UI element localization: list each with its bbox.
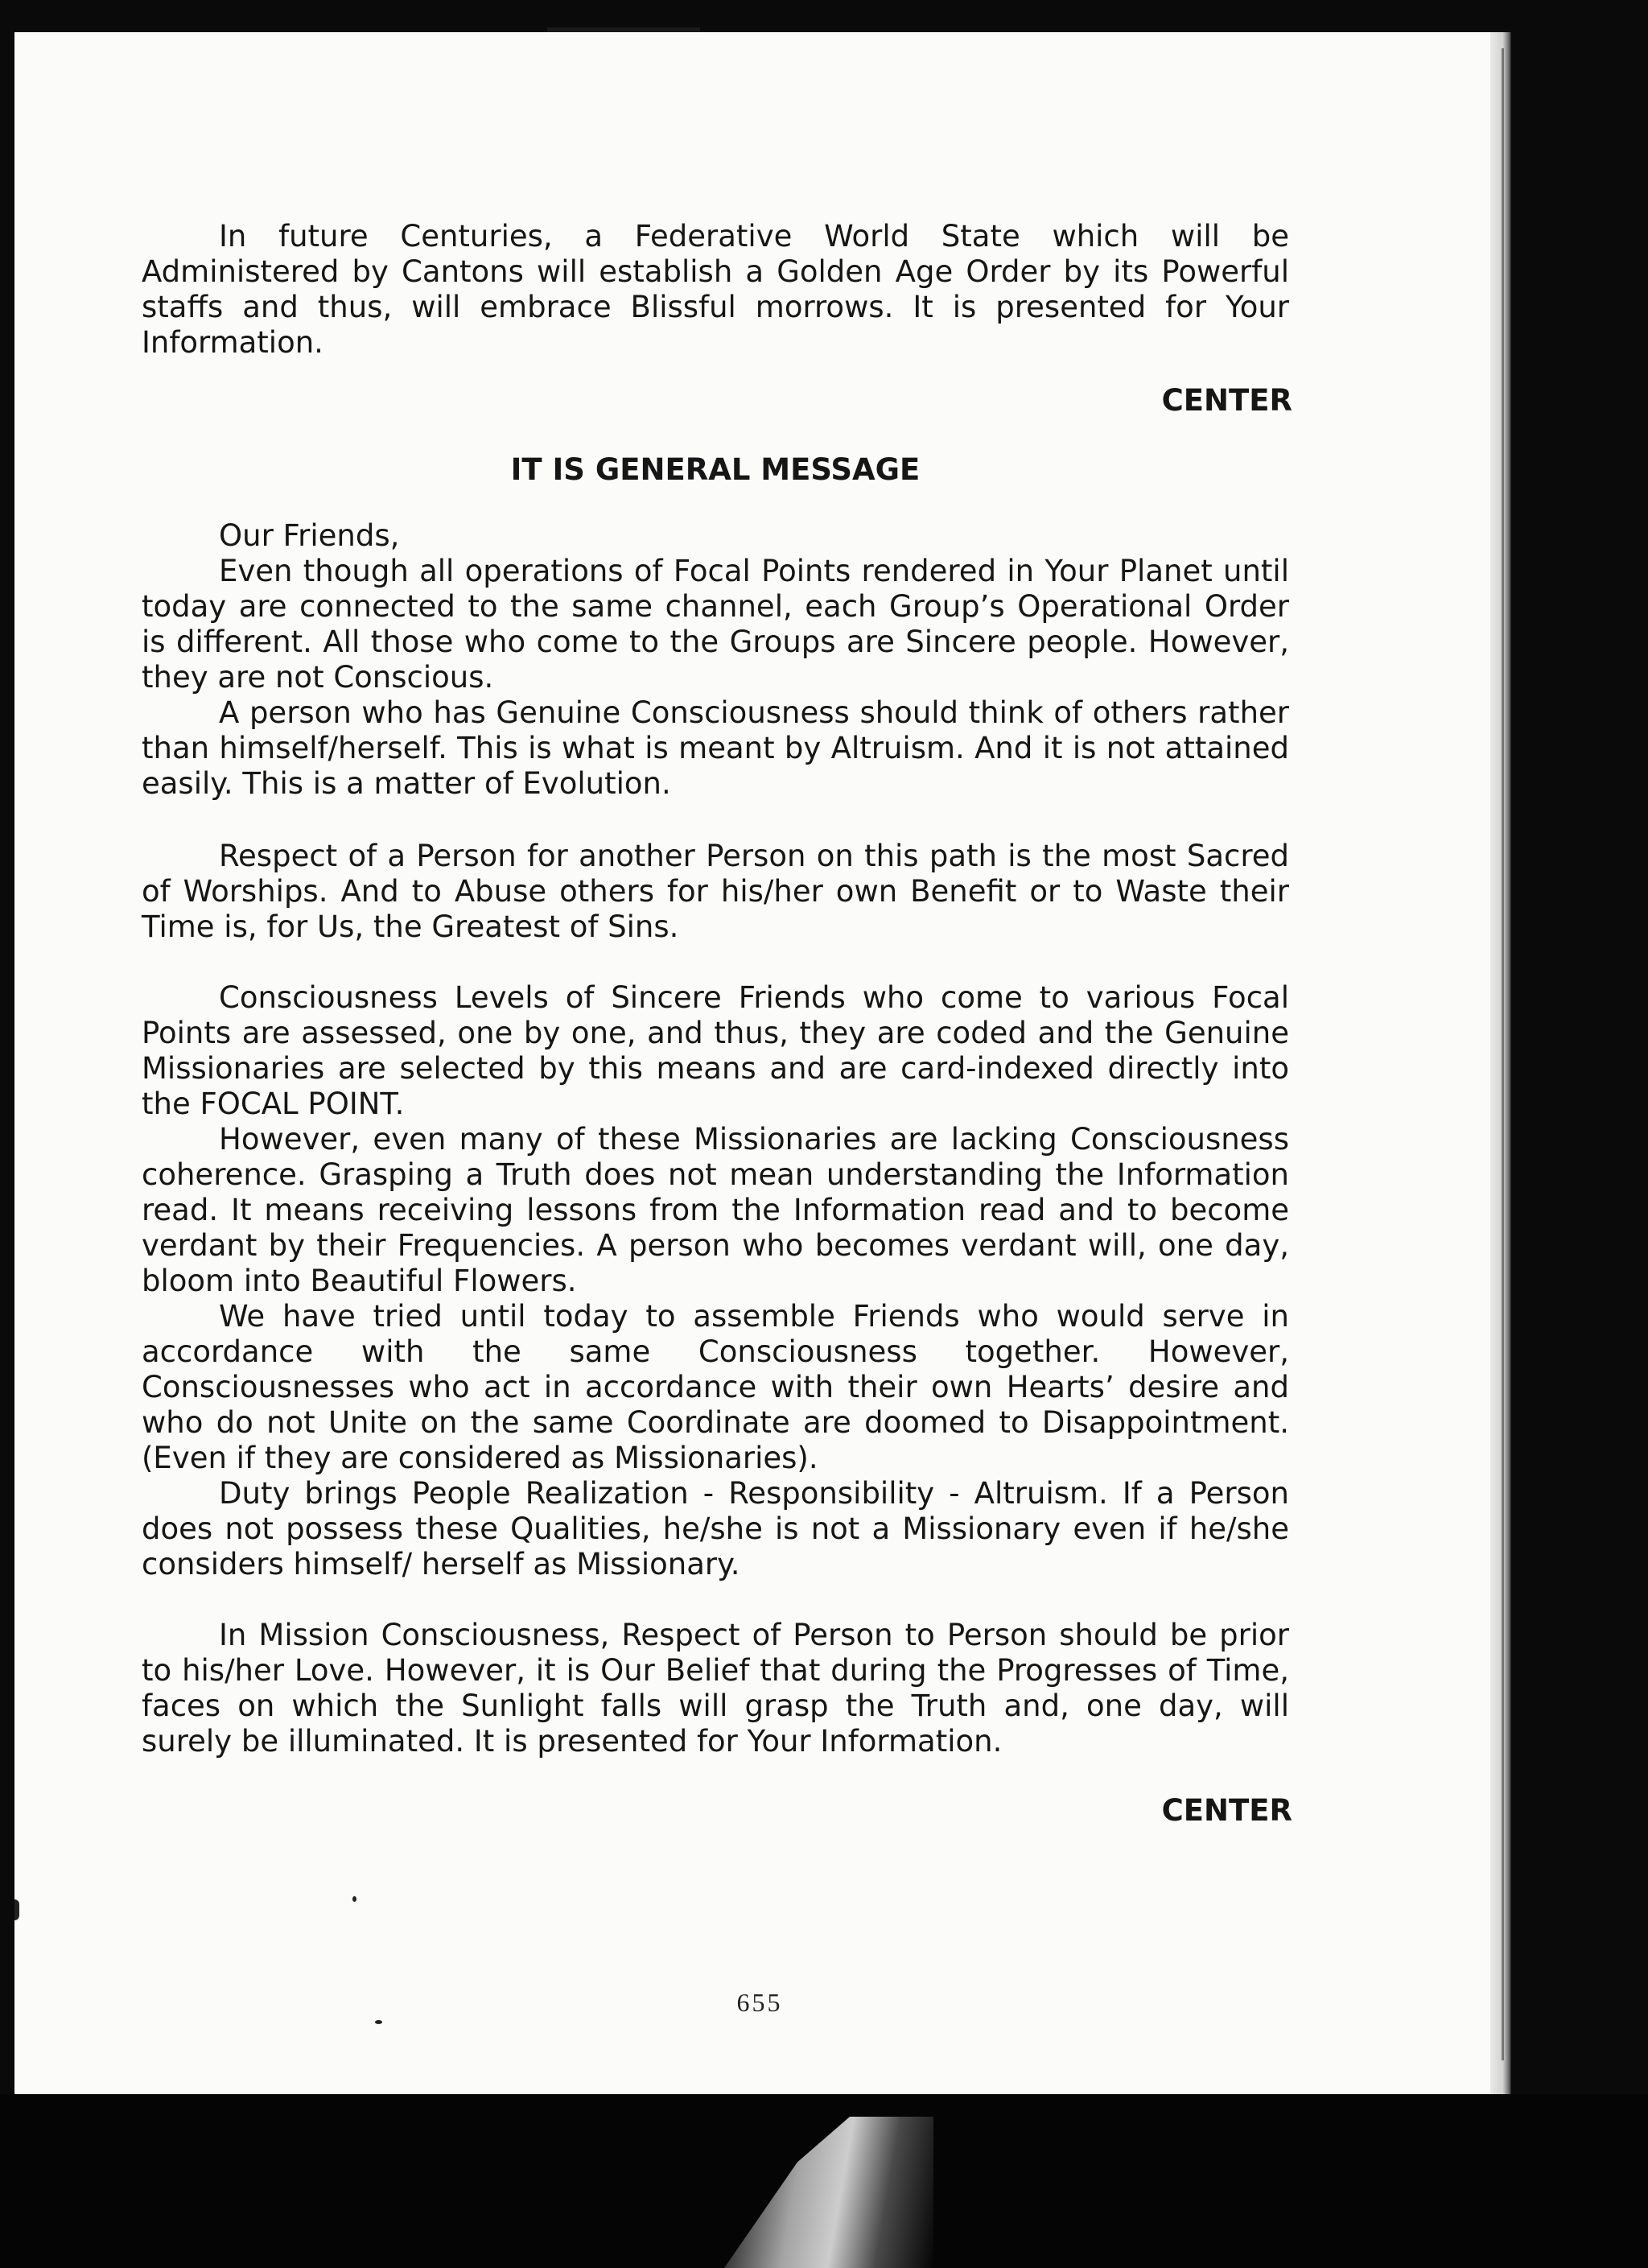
page-edge-shadow <box>1490 32 1511 2094</box>
body-paragraph-4: Consciousness Levels of Sincere Friends who come to various Focal Points are assessed, one by one, and thus, they are coded and the Genuine Missionaries are selected by this means and are card-indexed directly into the FOCAL POINT. <box>142 980 1289 1121</box>
body-paragraph-5: However, even many of these Missionaries are lacking Consciousness coherence. Grasping a Truth does not mean understanding the Information read. It means receiving lessons from the Information read and to become verdant by their Frequencies. A person who becomes verdant will, one day, bloom into Beautiful Flowers. <box>142 1122 1289 1298</box>
document-page <box>14 32 1505 2094</box>
body-paragraph-6: We have tried until today to assemble Friends who would serve in accordance with the same Consciousness together. However, Consciousnesses who act in accordance with their own Hearts’ desire and who do not Unite on the same Coordinate are doomed to Disappointment. (Even if they are considered as Missionaries). <box>142 1299 1289 1475</box>
page-number: 655 <box>736 1988 783 2017</box>
signature-center-1: CENTER <box>1161 383 1292 418</box>
scan-speck <box>375 2020 382 2024</box>
page-edge-line <box>1502 48 1504 2060</box>
body-paragraph-7: Duty brings People Realization - Responsibility - Altruism. If a Person does not possess these Qualities, he/she is not a Missionary even if he/she considers himself/ herself as Missionary. <box>142 1476 1289 1581</box>
message-heading: IT IS GENERAL MESSAGE <box>510 452 921 487</box>
body-paragraph-2: A person who has Genuine Consciousness should think of others rather than himself/herself. This is what is meant by Altruism. And it is not attained easily. This is a matter of Evolution. <box>142 695 1289 801</box>
scan-speck <box>352 1896 356 1902</box>
scan-speck <box>14 1899 19 1920</box>
signature-center-2: CENTER <box>1161 1793 1292 1828</box>
body-paragraph-1: Even though all operations of Focal Points rendered in Your Planet until today are connected to the same channel, each Group’s Operational Order is different. All those who come to the Groups are Sincere people. However, they are not Conscious. <box>142 554 1289 695</box>
body-paragraph-8: In Mission Consciousness, Respect of Person to Person should be prior to his/her Love. However, it is Our Belief that during the Progresses of Time, faces on which the Sunlight falls will grasp the Truth and, one day, will surely be illuminated. It is presented for Your Information. <box>142 1618 1289 1759</box>
intro-paragraph: In future Centuries, a Federative World State which will be Administered by Cantons will establish a Golden Age Order by its Powerful staffs and thus, will embrace Blissful morrows. It is presented for Your Information. <box>142 219 1289 360</box>
salutation: Our Friends, <box>219 518 400 553</box>
body-paragraph-3: Respect of a Person for another Person on this path is the most Sacred of Worships. And to Abuse others for his/her own Benefit or to Waste their Time is, for Us, the Greatest of Sins. <box>142 839 1289 944</box>
